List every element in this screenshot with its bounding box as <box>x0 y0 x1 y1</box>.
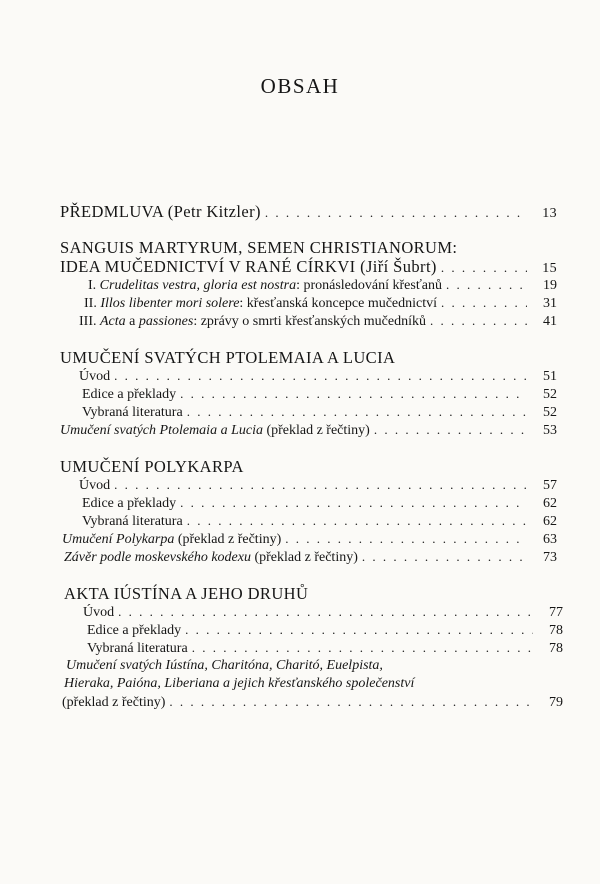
page-number: 79 <box>549 695 563 710</box>
leader-dots <box>446 277 527 293</box>
page-number: 31 <box>543 296 557 311</box>
toc-entry-sanguis[interactable]: IDEA MUČEDNICTVÍ V RANÉ CÍRKVI (Jiří Šubrt) . . . 15 <box>60 257 557 277</box>
leader-dots <box>441 295 527 311</box>
page-number: 78 <box>549 641 563 656</box>
toc-entry-predmluva[interactable]: PŘEDMLUVA (Petr Kitzler) . . . 13 <box>60 202 557 222</box>
leader-dots <box>187 513 527 529</box>
section-heading-sanguis: SANGUIS MARTYRUM, SEMEN CHRISTIANORUM: <box>60 238 458 257</box>
section-heading-polykarpa: UMUČENÍ POLYKARPA <box>60 457 244 476</box>
toc-entry-ptol-lit[interactable]: Vybraná literatura . . . 52 <box>82 404 557 421</box>
leader-dots <box>114 477 527 493</box>
leader-dots <box>374 422 527 438</box>
page-number: 19 <box>543 278 557 293</box>
page-number: 53 <box>543 423 557 438</box>
section-heading-ptolemaia: UMUČENÍ SVATÝCH PTOLEMAIA A LUCIA <box>60 348 396 367</box>
leader-dots <box>185 622 533 638</box>
leader-dots <box>192 640 533 656</box>
toc-entry-ptol-uvod[interactable]: Úvod . . . 51 <box>79 368 557 385</box>
page-number: 51 <box>543 369 557 384</box>
toc-entry-ptol-edice[interactable]: Edice a překlady . . . 52 <box>82 386 557 403</box>
toc-entry-poly-translation[interactable]: Umučení Polykarpa (překlad z řečtiny) . . . 63 <box>62 531 557 548</box>
page-number: 63 <box>543 532 557 547</box>
leader-dots <box>180 495 527 511</box>
leader-dots <box>169 694 533 710</box>
toc-entry-s2[interactable]: II. Illos libenter mori solere: křesťanská koncepce mučednictví . . . 31 <box>84 295 557 312</box>
page-title: OBSAH <box>260 74 340 98</box>
page-number: 57 <box>543 478 557 493</box>
section-heading-akta: AKTA IÚSTÍNA A JEHO DRUHŮ <box>64 584 309 603</box>
toc-entry-akta-translation-line1[interactable]: Umučení svatých Iústína, Charitóna, Charitó, Euelpista, <box>66 658 383 673</box>
toc-entry-akta-edice[interactable]: Edice a překlady . . . 78 <box>87 622 563 639</box>
page-number: 41 <box>543 314 557 329</box>
toc-entry-poly-uvod[interactable]: Úvod . . . 57 <box>79 477 557 494</box>
leader-dots <box>430 313 527 329</box>
toc-entry-poly-zaver[interactable]: Závěr podle moskevského kodexu (překlad z řečtiny) . . . 73 <box>64 549 557 566</box>
page-number: 15 <box>542 261 557 276</box>
leader-dots <box>285 531 527 547</box>
page-number: 62 <box>543 514 557 529</box>
page-number: 52 <box>543 387 557 402</box>
toc-entry-akta-translation[interactable]: (překlad z řečtiny) . . . 79 <box>62 694 563 711</box>
toc-entry-akta-uvod[interactable]: Úvod . . . 77 <box>83 604 563 621</box>
leader-dots <box>441 260 527 276</box>
page-number: 78 <box>549 623 563 638</box>
toc-entry-s3[interactable]: III. Acta a passiones: zprávy o smrti křesťanských mučedníků . . . 41 <box>79 313 557 330</box>
toc-entry-ptol-translation[interactable]: Umučení svatých Ptolemaia a Lucia (překlad z řečtiny) . . . 53 <box>60 422 557 439</box>
toc-entry-s1[interactable]: I. Crudelitas vestra, gloria est nostra: pronásledování křesťanů . . . 19 <box>88 277 557 294</box>
leader-dots <box>187 404 527 420</box>
toc-entry-akta-lit[interactable]: Vybraná literatura . . . 78 <box>87 640 563 657</box>
toc-entry-poly-edice[interactable]: Edice a překlady . . . 62 <box>82 495 557 512</box>
leader-dots <box>265 205 527 221</box>
leader-dots <box>180 386 527 402</box>
leader-dots <box>114 368 527 384</box>
leader-dots <box>118 604 533 620</box>
leader-dots <box>362 549 527 565</box>
page-number: 62 <box>543 496 557 511</box>
page-number: 52 <box>543 405 557 420</box>
page-number: 13 <box>542 206 557 221</box>
toc-entry-akta-translation-line2[interactable]: Hieraka, Paióna, Liberiana a jejich křesťanského společenství <box>64 676 415 691</box>
toc-entry-poly-lit[interactable]: Vybraná literatura . . . 62 <box>82 513 557 530</box>
page-number: 77 <box>549 605 563 620</box>
page-number: 73 <box>543 550 557 565</box>
